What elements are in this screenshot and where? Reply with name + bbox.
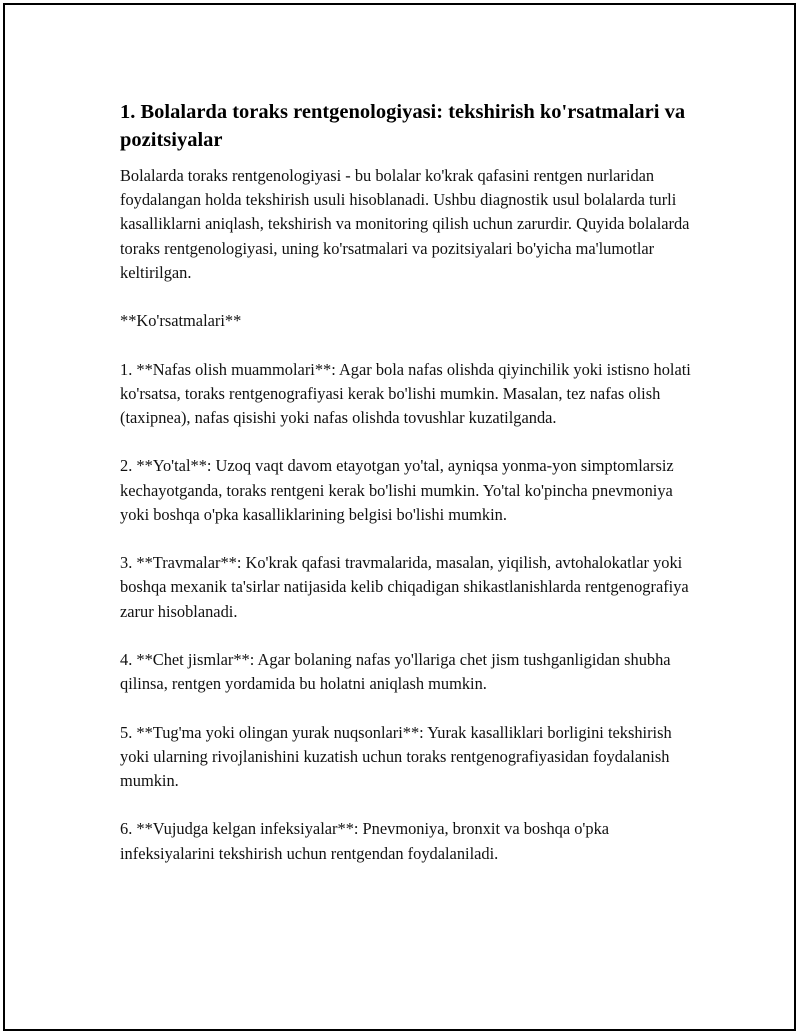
list-item: 6. **Vujudga kelgan infeksiyalar**: Pnevmoniya, bronxit va boshqa o'pka infeksiyalarini tekshirish uchun rentgendan foydalaniladi.	[120, 819, 610, 863]
list-item: 1. **Nafas olish muammolari**: Agar bola nafas olishda qiyinchilik yoki istisno holati ko'rsatsa, toraks rentgenografiyasi kerak bo'lishi mumkin. Masalan, tez nafas olish (taxipnea), nafas qisishi yoki nafas olishda tovushlar kuzatilganda.	[120, 359, 691, 427]
page-frame	[3, 3, 796, 1031]
list-item: 3. **Travmalar**: Ko'krak qafasi travmalarida, masalan, yiqilish, avtohalokatlar yoki boshqa mexanik ta'sirlar natijasida kelib chiqadigan shikastlanishlarda rentgenografiya zarur hisoblanadi.	[120, 553, 689, 621]
section-heading: **Ko'rsatmalari**	[120, 311, 242, 331]
document-title: 1. Bolalarda toraks rentgenologiyasi: tekshirish ko'rsatmalari va pozitsiyalar	[120, 101, 686, 151]
list-item: 4. **Chet jismlar**: Agar bolaning nafas yo'llariga chet jism tushganligidan shubha qilinsa, rentgen yordamida bu holatni aniqlash mumkin.	[120, 649, 671, 694]
list-item: 2. **Yo'tal**: Uzoq vaqt davom etayotgan yo'tal, ayniqsa yonma-yon simptomlarsiz kechayotganda, toraks rentgeni kerak bo'lishi mumkin. Yo'tal ko'pincha pnevmoniya yoki boshqa o'pka kasalliklarining belgisi bo'lishi mumkin.	[120, 456, 674, 524]
list-item: 5. **Tug'ma yoki olingan yurak nuqsonlari**: Yurak kasalliklari borligini tekshirish yoki ularning rivojlanishini kuzatish uchun toraks rentgenografiyasidan foydalanish mumkin.	[120, 722, 672, 790]
document-body	[120, 98, 695, 890]
intro-paragraph: Bolalarda toraks rentgenologiyasi - bu bolalar ko'krak qafasini rentgen nurlaridan foydalangan holda tekshirish usuli hisoblanadi. Ushbu diagnostik usul bolalarda turli kasalliklarni aniqlash, tekshirish va monitoring qilish uchun zarurdir. Quyida bolalarda toraks rentgenologiyasi, uning ko'rsatmalari va pozitsiyalari bo'yicha ma'lumotlar keltirilgan.	[120, 166, 690, 282]
